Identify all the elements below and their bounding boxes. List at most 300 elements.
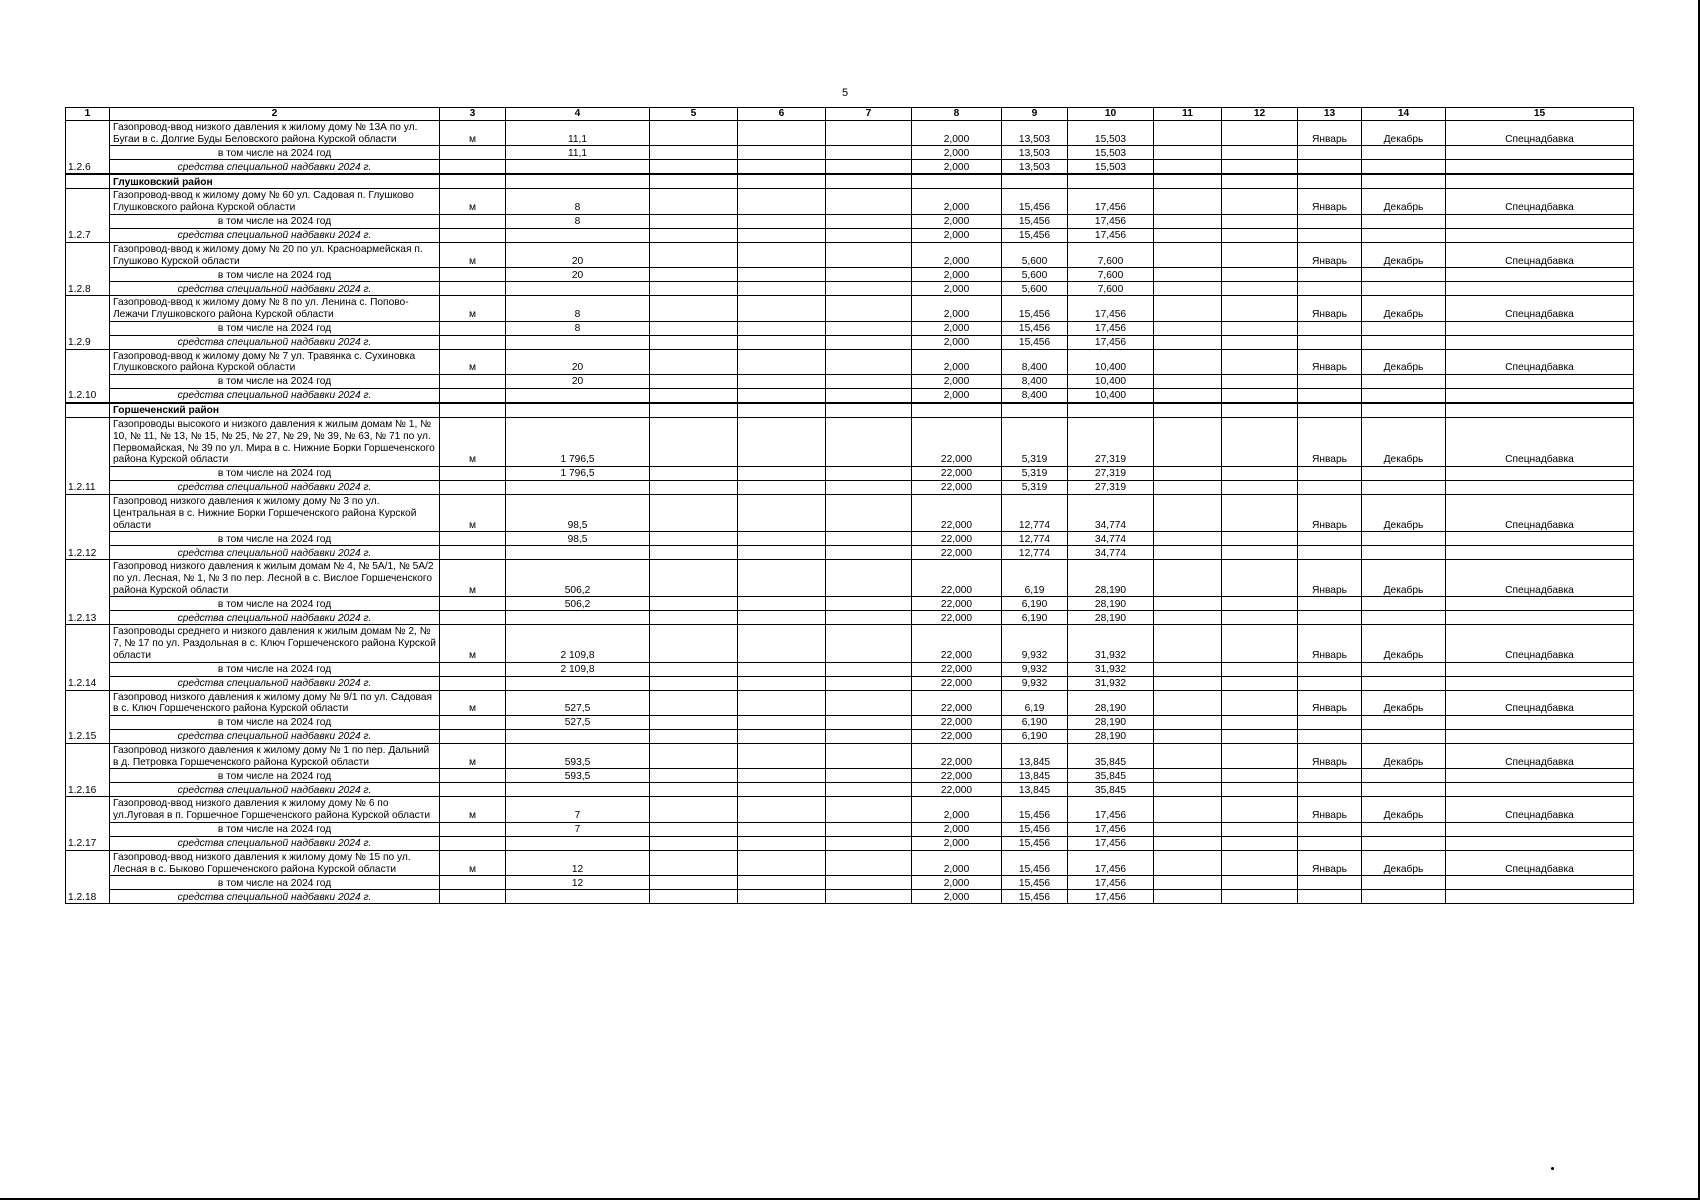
empty-cell <box>1298 715 1362 729</box>
empty-cell <box>738 625 826 662</box>
empty-cell <box>650 495 738 532</box>
empty-cell <box>650 296 738 321</box>
empty-cell <box>1222 729 1298 743</box>
value-col-8: 2,000 <box>912 822 1002 836</box>
funding-source: Спецнадбавка <box>1446 625 1634 662</box>
empty-cell <box>506 890 650 904</box>
sub-fund-label: средства специальной надбавки 2024 г. <box>110 389 440 404</box>
empty-cell <box>506 546 650 560</box>
start-month: Январь <box>1298 242 1362 267</box>
empty-cell <box>738 214 826 228</box>
item-quantity-year: 593,5 <box>506 769 650 783</box>
empty-cell <box>650 282 738 296</box>
value-col-10: 17,456 <box>1068 822 1154 836</box>
empty-cell <box>738 228 826 242</box>
item-row <box>66 189 1634 214</box>
sub-year-label: в том числе на 2024 год <box>110 532 440 546</box>
value-col-8: 22,000 <box>912 495 1002 532</box>
empty-cell <box>1446 481 1634 495</box>
item-row <box>66 296 1634 321</box>
empty-cell <box>1222 467 1298 481</box>
item-quantity-year: 2 109,8 <box>506 662 650 676</box>
column-number-8: 8 <box>912 108 1002 121</box>
empty-cell <box>650 268 738 282</box>
item-fund-row <box>66 282 1634 296</box>
column-number-7: 7 <box>826 108 912 121</box>
empty-cell <box>1362 467 1446 481</box>
empty-cell <box>1154 546 1222 560</box>
item-row <box>66 850 1634 875</box>
empty-cell <box>1222 715 1298 729</box>
end-month: Декабрь <box>1362 560 1446 597</box>
empty-cell <box>826 146 912 160</box>
value-col-9: 15,456 <box>1002 296 1068 321</box>
value-col-9: 15,456 <box>1002 214 1068 228</box>
sub-fund-label: средства специальной надбавки 2024 г. <box>110 160 440 175</box>
column-number-2: 2 <box>110 108 440 121</box>
empty-cell <box>1446 890 1634 904</box>
end-month: Декабрь <box>1362 625 1446 662</box>
value-col-10: 34,774 <box>1068 546 1154 560</box>
value-col-8: 2,000 <box>912 797 1002 822</box>
empty-cell <box>1154 560 1222 597</box>
empty-cell <box>1298 822 1362 836</box>
item-index: 1.2.14 <box>66 625 110 690</box>
funding-source: Спецнадбавка <box>1446 690 1634 715</box>
value-col-10: 17,456 <box>1068 335 1154 349</box>
sub-fund-label: средства специальной надбавки 2024 г. <box>110 546 440 560</box>
empty-cell <box>1362 228 1446 242</box>
value-col-10: 27,319 <box>1068 481 1154 495</box>
funding-source: Спецнадбавка <box>1446 418 1634 467</box>
value-col-9: 15,456 <box>1002 822 1068 836</box>
value-col-9: 6,19 <box>1002 560 1068 597</box>
empty-cell <box>506 282 650 296</box>
empty-cell <box>1446 268 1634 282</box>
empty-cell <box>440 532 506 546</box>
empty-cell <box>826 890 912 904</box>
empty-cell <box>1222 282 1298 296</box>
empty-cell <box>1362 729 1446 743</box>
value-col-8: 2,000 <box>912 282 1002 296</box>
empty-cell <box>650 743 738 768</box>
empty-cell <box>1222 662 1298 676</box>
empty-cell <box>650 769 738 783</box>
value-col-10: 17,456 <box>1068 189 1154 214</box>
sub-year-label: в том числе на 2024 год <box>110 822 440 836</box>
empty-cell <box>1362 890 1446 904</box>
item-index: 1.2.10 <box>66 349 110 403</box>
empty-cell <box>738 296 826 321</box>
column-number-6: 6 <box>738 108 826 121</box>
start-month: Январь <box>1298 296 1362 321</box>
empty-cell <box>1154 335 1222 349</box>
item-year-row <box>66 268 1634 282</box>
empty-cell <box>1298 611 1362 625</box>
value-col-9: 12,774 <box>1002 532 1068 546</box>
empty-cell <box>738 729 826 743</box>
value-col-10: 10,400 <box>1068 349 1154 374</box>
item-row <box>66 121 1634 146</box>
empty-cell <box>1446 546 1634 560</box>
empty-cell <box>826 729 912 743</box>
empty-cell <box>1222 743 1298 768</box>
end-month: Декабрь <box>1362 495 1446 532</box>
item-quantity-year: 12 <box>506 876 650 890</box>
item-quantity-year: 20 <box>506 268 650 282</box>
empty-cell <box>440 783 506 797</box>
value-col-10: 34,774 <box>1068 495 1154 532</box>
empty-cell <box>1446 822 1634 836</box>
empty-cell <box>1298 890 1362 904</box>
column-number-12: 12 <box>1222 108 1298 121</box>
item-index: 1.2.13 <box>66 560 110 625</box>
empty-cell <box>1298 214 1362 228</box>
empty-cell <box>1154 876 1222 890</box>
empty-cell <box>1222 876 1298 890</box>
item-quantity-year: 20 <box>506 375 650 389</box>
empty-cell <box>650 403 738 418</box>
empty-cell <box>1154 850 1222 875</box>
item-year-row <box>66 214 1634 228</box>
value-col-8: 2,000 <box>912 146 1002 160</box>
empty-cell <box>440 546 506 560</box>
empty-cell <box>1298 321 1362 335</box>
empty-cell <box>826 850 912 875</box>
empty-cell <box>650 228 738 242</box>
empty-cell <box>506 836 650 850</box>
item-quantity: 8 <box>506 189 650 214</box>
empty-cell <box>650 214 738 228</box>
column-number-15: 15 <box>1446 108 1634 121</box>
start-month: Январь <box>1298 690 1362 715</box>
empty-cell <box>738 495 826 532</box>
empty-cell <box>738 189 826 214</box>
value-col-10: 28,190 <box>1068 729 1154 743</box>
column-number-13: 13 <box>1298 108 1362 121</box>
value-col-9: 15,456 <box>1002 321 1068 335</box>
item-index: 1.2.11 <box>66 418 110 495</box>
empty-cell <box>650 783 738 797</box>
empty-cell <box>1446 783 1634 797</box>
empty-cell <box>1446 597 1634 611</box>
item-unit: м <box>440 850 506 875</box>
empty-cell <box>826 268 912 282</box>
item-row <box>66 743 1634 768</box>
empty-cell <box>650 822 738 836</box>
sub-year-label: в том числе на 2024 год <box>110 375 440 389</box>
empty-cell <box>1222 836 1298 850</box>
item-index: 1.2.15 <box>66 690 110 743</box>
value-col-9: 12,774 <box>1002 495 1068 532</box>
empty-cell <box>1298 546 1362 560</box>
item-unit: м <box>440 495 506 532</box>
empty-cell <box>1446 282 1634 296</box>
empty-cell <box>650 890 738 904</box>
empty-cell <box>826 532 912 546</box>
empty-cell <box>1154 495 1222 532</box>
empty-cell <box>440 715 506 729</box>
value-col-9: 6,190 <box>1002 715 1068 729</box>
empty-cell <box>738 389 826 404</box>
empty-cell <box>650 876 738 890</box>
empty-cell <box>1154 625 1222 662</box>
empty-cell <box>1362 214 1446 228</box>
item-quantity: 98,5 <box>506 495 650 532</box>
empty-cell <box>1362 375 1446 389</box>
empty-cell <box>650 690 738 715</box>
value-col-8: 22,000 <box>912 783 1002 797</box>
empty-cell <box>738 349 826 374</box>
empty-cell <box>1298 403 1362 418</box>
empty-cell <box>738 268 826 282</box>
empty-cell <box>826 597 912 611</box>
value-col-8: 2,000 <box>912 335 1002 349</box>
empty-cell <box>826 836 912 850</box>
start-month: Январь <box>1298 797 1362 822</box>
sub-fund-label: средства специальной надбавки 2024 г. <box>110 282 440 296</box>
value-col-8: 2,000 <box>912 389 1002 404</box>
item-description: Газопровод низкого давления к жилым домам № 4, № 5А/1, № 5А/2 по ул. Лесная, № 1, № 3 по пер. Лесной в с. Вислое Горшеченского района Курской области <box>110 560 440 597</box>
empty-cell <box>1154 662 1222 676</box>
item-year-row <box>66 321 1634 335</box>
empty-cell <box>650 242 738 267</box>
empty-cell <box>1222 481 1298 495</box>
value-col-10: 17,456 <box>1068 214 1154 228</box>
empty-cell <box>1154 690 1222 715</box>
empty-cell <box>1068 174 1154 189</box>
empty-cell <box>650 418 738 467</box>
empty-cell <box>826 349 912 374</box>
empty-cell <box>1362 876 1446 890</box>
end-month: Декабрь <box>1362 743 1446 768</box>
item-description: Газопровод-ввод к жилому дому № 7 ул. Травянка с. Сухиновка Глушковского района Курской области <box>110 349 440 374</box>
item-year-row <box>66 769 1634 783</box>
start-month: Январь <box>1298 495 1362 532</box>
empty-cell <box>826 467 912 481</box>
empty-cell <box>1154 715 1222 729</box>
value-col-8: 2,000 <box>912 890 1002 904</box>
value-col-8: 22,000 <box>912 625 1002 662</box>
funding-source: Спецнадбавка <box>1446 349 1634 374</box>
empty-cell <box>506 611 650 625</box>
empty-cell <box>1446 676 1634 690</box>
empty-cell <box>1446 715 1634 729</box>
empty-cell <box>738 850 826 875</box>
value-col-9: 13,503 <box>1002 160 1068 175</box>
item-description: Газопровод-ввод низкого давления к жилому дому № 15 по ул. Лесная в с. Быково Горшеченского района Курской области <box>110 850 440 875</box>
empty-cell <box>1362 282 1446 296</box>
sub-fund-label: средства специальной надбавки 2024 г. <box>110 481 440 495</box>
empty-cell <box>1154 282 1222 296</box>
item-description: Газопровод-ввод низкого давления к жилому дому № 6 по ул.Луговая в п. Горшечное Горшеченского района Курской области <box>110 797 440 822</box>
funding-source: Спецнадбавка <box>1446 121 1634 146</box>
value-col-9: 6,190 <box>1002 597 1068 611</box>
empty-cell <box>440 822 506 836</box>
empty-cell <box>506 481 650 495</box>
empty-cell <box>1298 876 1362 890</box>
value-col-9: 5,600 <box>1002 268 1068 282</box>
item-description: Газопровод низкого давления к жилому дому № 1 по пер. Дальний в д. Петровка Горшеченского района Курской области <box>110 743 440 768</box>
empty-cell <box>738 335 826 349</box>
value-col-8: 22,000 <box>912 743 1002 768</box>
empty-cell <box>1298 228 1362 242</box>
value-col-9: 9,932 <box>1002 676 1068 690</box>
sub-year-label: в том числе на 2024 год <box>110 597 440 611</box>
value-col-9: 15,456 <box>1002 890 1068 904</box>
empty-cell <box>826 769 912 783</box>
start-month: Январь <box>1298 850 1362 875</box>
empty-cell <box>1154 769 1222 783</box>
empty-cell <box>440 662 506 676</box>
value-col-8: 2,000 <box>912 850 1002 875</box>
empty-cell <box>826 822 912 836</box>
value-col-8: 22,000 <box>912 597 1002 611</box>
empty-cell <box>440 228 506 242</box>
funding-source: Спецнадбавка <box>1446 242 1634 267</box>
item-fund-row <box>66 890 1634 904</box>
end-month: Декабрь <box>1362 690 1446 715</box>
value-col-10: 17,456 <box>1068 228 1154 242</box>
empty-cell <box>440 321 506 335</box>
end-month: Декабрь <box>1362 242 1446 267</box>
value-col-10: 17,456 <box>1068 876 1154 890</box>
value-col-9: 15,456 <box>1002 876 1068 890</box>
empty-cell <box>1446 321 1634 335</box>
funding-source: Спецнадбавка <box>1446 797 1634 822</box>
item-row <box>66 418 1634 467</box>
empty-cell <box>1298 836 1362 850</box>
funding-source: Спецнадбавка <box>1446 296 1634 321</box>
empty-cell <box>1362 836 1446 850</box>
empty-cell <box>650 321 738 335</box>
empty-cell <box>506 335 650 349</box>
value-col-8: 22,000 <box>912 611 1002 625</box>
item-quantity: 20 <box>506 242 650 267</box>
item-year-row <box>66 467 1634 481</box>
value-col-10: 17,456 <box>1068 890 1154 904</box>
value-col-10: 28,190 <box>1068 715 1154 729</box>
item-fund-row <box>66 228 1634 242</box>
empty-cell <box>1222 268 1298 282</box>
item-quantity-year: 7 <box>506 822 650 836</box>
value-col-10: 35,845 <box>1068 743 1154 768</box>
empty-cell <box>650 676 738 690</box>
item-fund-row <box>66 783 1634 797</box>
value-col-8: 2,000 <box>912 321 1002 335</box>
item-quantity-year: 8 <box>506 321 650 335</box>
empty-cell <box>826 242 912 267</box>
value-col-8: 2,000 <box>912 836 1002 850</box>
value-col-9: 15,456 <box>1002 836 1068 850</box>
empty-cell <box>738 690 826 715</box>
empty-cell <box>1362 611 1446 625</box>
empty-cell <box>1222 121 1298 146</box>
start-month: Январь <box>1298 189 1362 214</box>
empty-cell <box>738 146 826 160</box>
empty-cell <box>1222 597 1298 611</box>
value-col-10: 17,456 <box>1068 321 1154 335</box>
item-index: 1.2.17 <box>66 797 110 850</box>
empty-cell <box>1154 268 1222 282</box>
empty-cell <box>1222 797 1298 822</box>
empty-cell <box>1222 146 1298 160</box>
empty-cell <box>1298 282 1362 296</box>
empty-cell <box>650 546 738 560</box>
empty-cell <box>1362 160 1446 175</box>
empty-cell <box>1154 146 1222 160</box>
empty-cell <box>1154 174 1222 189</box>
empty-cell <box>1222 822 1298 836</box>
empty-cell <box>1154 822 1222 836</box>
start-month: Январь <box>1298 560 1362 597</box>
start-month: Январь <box>1298 349 1362 374</box>
item-year-row <box>66 375 1634 389</box>
value-col-9: 8,400 <box>1002 375 1068 389</box>
empty-cell <box>1154 676 1222 690</box>
empty-cell <box>1154 160 1222 175</box>
empty-cell <box>1362 546 1446 560</box>
item-year-row <box>66 822 1634 836</box>
item-row <box>66 349 1634 374</box>
empty-cell <box>1362 783 1446 797</box>
value-col-8: 2,000 <box>912 242 1002 267</box>
empty-cell <box>650 389 738 404</box>
empty-cell <box>650 121 738 146</box>
empty-cell <box>738 121 826 146</box>
empty-cell <box>826 389 912 404</box>
empty-cell <box>738 532 826 546</box>
item-index: 1.2.8 <box>66 242 110 295</box>
sub-year-label: в том числе на 2024 год <box>110 769 440 783</box>
empty-cell <box>440 611 506 625</box>
value-col-10: 31,932 <box>1068 662 1154 676</box>
item-year-row <box>66 662 1634 676</box>
empty-cell <box>1362 822 1446 836</box>
empty-cell <box>1222 495 1298 532</box>
empty-cell <box>650 532 738 546</box>
empty-cell <box>912 174 1002 189</box>
empty-cell <box>1154 836 1222 850</box>
empty-cell <box>1222 532 1298 546</box>
item-unit: м <box>440 418 506 467</box>
empty-cell <box>826 546 912 560</box>
end-month: Декабрь <box>1362 296 1446 321</box>
value-col-10: 17,456 <box>1068 836 1154 850</box>
district-name: Глушковский район <box>110 174 440 189</box>
empty-cell <box>1298 389 1362 404</box>
item-year-row <box>66 876 1634 890</box>
value-col-9: 6,19 <box>1002 690 1068 715</box>
sub-year-label: в том числе на 2024 год <box>110 662 440 676</box>
funding-source: Спецнадбавка <box>1446 189 1634 214</box>
empty-cell <box>1446 389 1634 404</box>
empty-cell <box>650 662 738 676</box>
value-col-8: 22,000 <box>912 546 1002 560</box>
item-quantity: 12 <box>506 850 650 875</box>
empty-cell <box>650 375 738 389</box>
item-quantity: 11,1 <box>506 121 650 146</box>
empty-cell <box>1298 532 1362 546</box>
empty-cell <box>1154 228 1222 242</box>
empty-cell <box>826 611 912 625</box>
empty-cell <box>826 876 912 890</box>
empty-cell <box>826 228 912 242</box>
empty-cell <box>440 403 506 418</box>
funding-source: Спецнадбавка <box>1446 560 1634 597</box>
item-row <box>66 495 1634 532</box>
column-number-3: 3 <box>440 108 506 121</box>
